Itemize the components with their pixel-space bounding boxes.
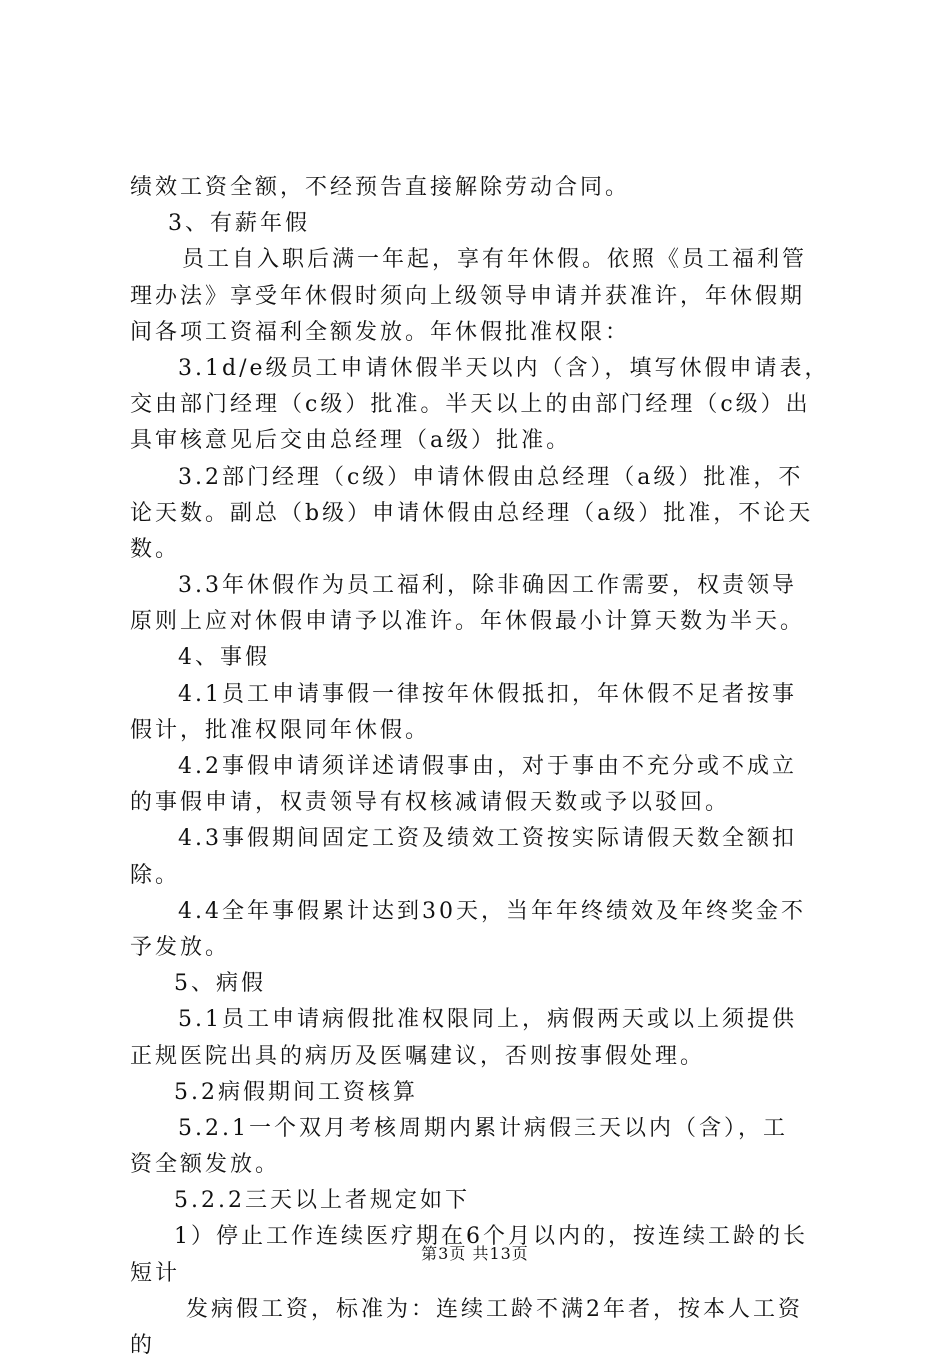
- text-line: 假计，批准权限同年休假。: [130, 717, 431, 743]
- text-line: 论天数。副总（b级）申请休假由总经理（a级）批准，不论天: [130, 500, 814, 526]
- text-line: 除。: [130, 862, 181, 888]
- text-line: 正规医院出具的病历及医嘱建议，否则按事假处理。: [130, 1043, 706, 1069]
- text-line: 3、有薪年假: [168, 211, 310, 237]
- text-line: 交由部门经理（c级）批准。半天以上的由部门经理（c级）出: [130, 392, 811, 418]
- text-line: 1）停止工作连续医疗期在6个月以内的，按连续工龄的长: [174, 1224, 808, 1250]
- page-footer: 第3页 共13页: [421, 1244, 529, 1263]
- text-line: 4、事假: [178, 645, 270, 671]
- text-line: 3.3年休假作为员工福利，除非确因工作需要，权责领导: [178, 573, 797, 599]
- text-line: 5、病假: [174, 971, 266, 997]
- text-line: 5.2.2三天以上者规定如下: [174, 1188, 470, 1214]
- text-line: 短计: [130, 1260, 181, 1286]
- text-line: 的: [130, 1333, 156, 1358]
- text-line: 4.1员工申请事假一律按年休假抵扣，年休假不足者按事: [178, 681, 797, 707]
- text-line: 理办法》享受年休假时须向上级领导申请并获准许，年休假期: [130, 283, 806, 309]
- text-line: 数。: [130, 536, 181, 562]
- text-line: 资全额发放。: [130, 1152, 281, 1178]
- text-line: 4.3事假期间固定工资及绩效工资按实际请假天数全额扣: [178, 826, 797, 852]
- text-line: 予发放。: [130, 934, 231, 960]
- text-line: 的事假申请，权责领导有权核减请假天数或予以驳回。: [130, 790, 731, 816]
- text-line: 原则上应对休假申请予以准许。年休假最小计算天数为半天。: [130, 609, 806, 635]
- document-body: [130, 170, 850, 1364]
- text-line: 5.2病假期间工资核算: [174, 1079, 418, 1105]
- text-line: 间各项工资福利全额发放。年休假批准权限：: [130, 319, 631, 345]
- text-line: 员工自入职后满一年起，享有年休假。依照《员工福利管: [182, 247, 808, 273]
- text-line: 3.1d/e级员工申请休假半天以内（含），填写休假申请表，: [178, 355, 830, 381]
- text-line: 4.4全年事假累计达到30天，当年年终绩效及年终奖金不: [178, 898, 806, 924]
- text-line: 具审核意见后交由总经理（a级）批准。: [130, 428, 572, 454]
- text-line: 5.1员工申请病假批准权限同上，病假两天或以上须提供: [178, 1007, 797, 1033]
- text-line: 3.2部门经理（c级）申请休假由总经理（a级）批准，不: [178, 464, 804, 490]
- text-line: 5.2.1一个双月考核周期内累计病假三天以内（含），工: [178, 1115, 788, 1141]
- text-line: 4.2事假申请须详述请假事由，对于事由不充分或不成立: [178, 754, 797, 779]
- text-line: 发病假工资，标准为：连续工龄不满2年者，按本人工资: [186, 1296, 803, 1322]
- text-line: 绩效工资全额，不经预告直接解除劳动合同。: [130, 175, 631, 200]
